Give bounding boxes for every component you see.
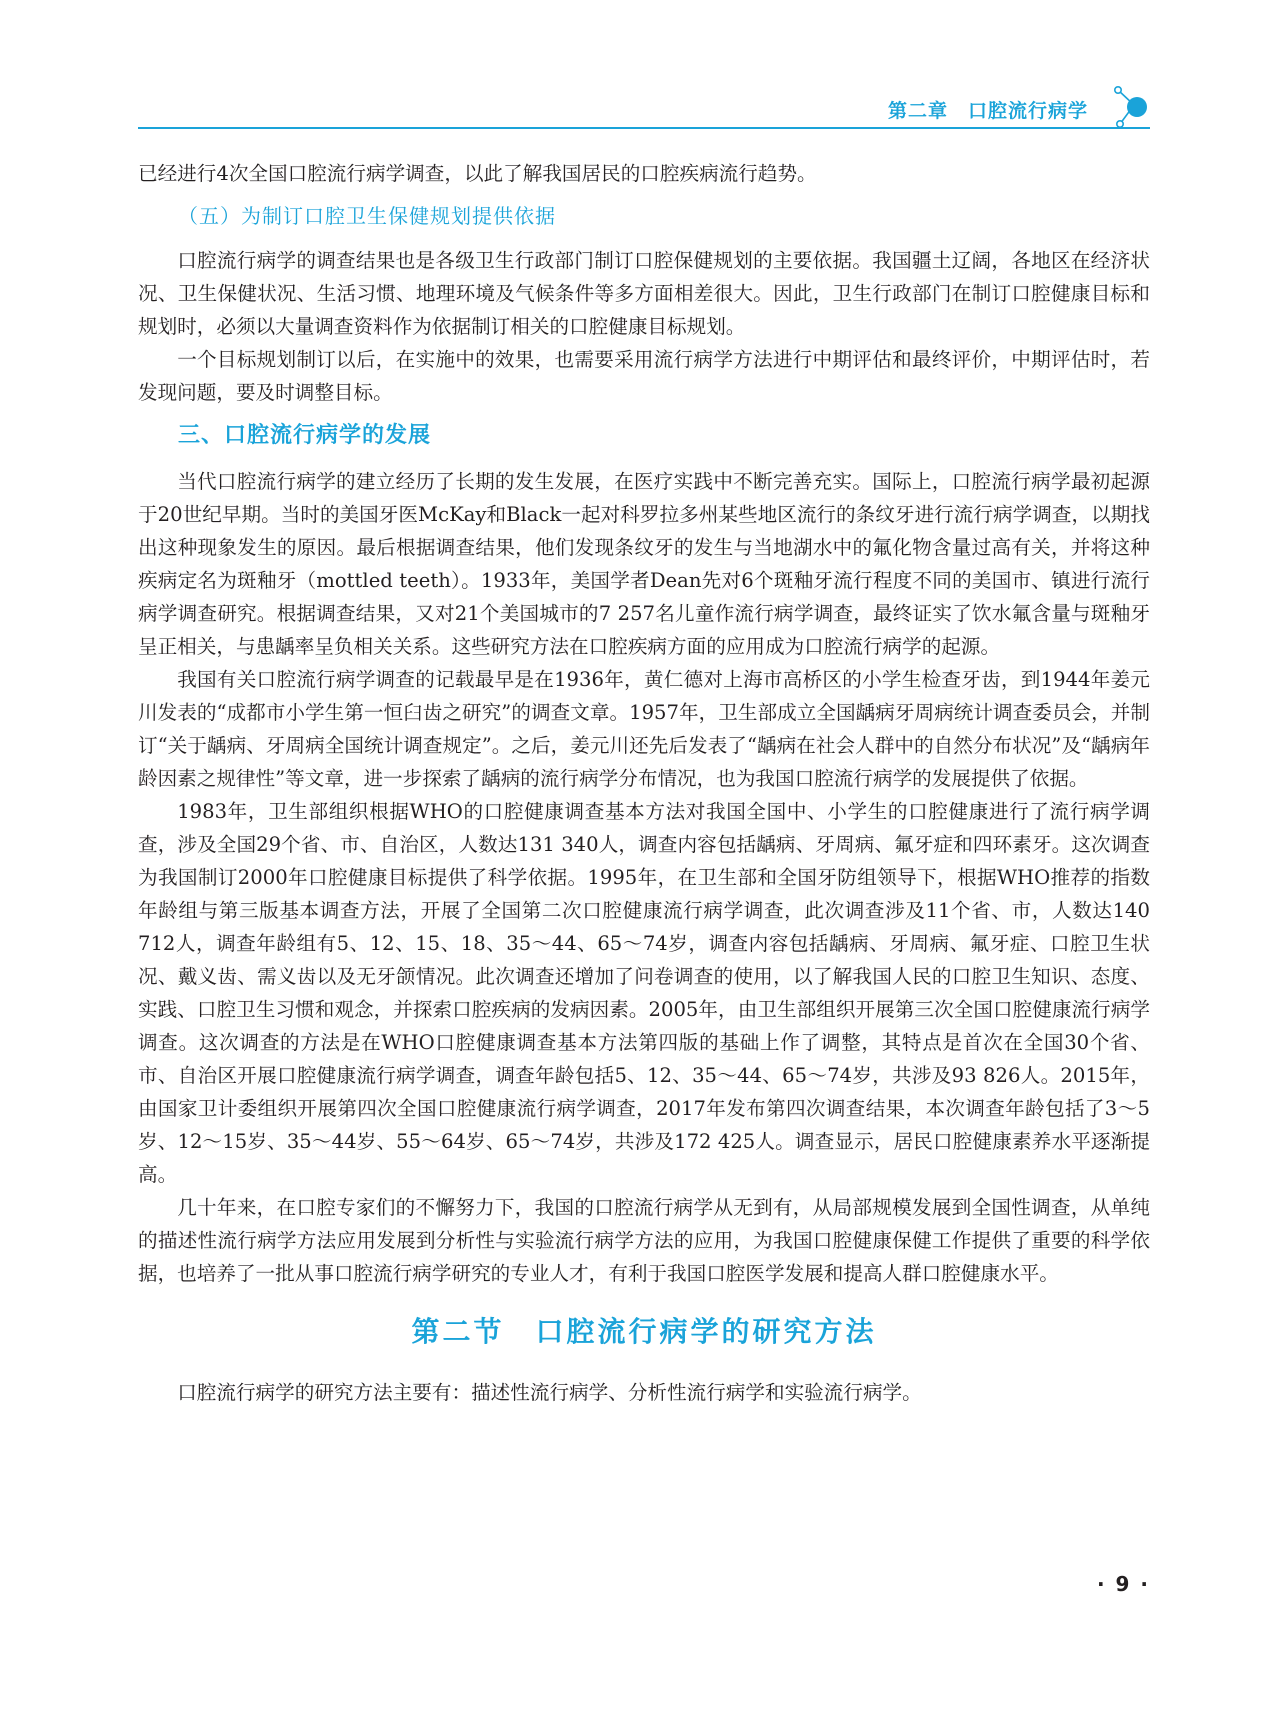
intro-line: 已经进行4次全国口腔流行病学调查，以此了解我国居民的口腔疾病流行趋势。	[138, 162, 817, 185]
chapter-running-title: 第二章 口腔流行病学	[887, 100, 1088, 122]
paragraph: 1983年，卫生部组织根据WHO的口腔健康调查基本方法对我国全国中、小学生的口腔健康进行了流行病学调查，涉及全国29个省、市、自治区，人数达131 340人，调查内容包括龋病、牙周病、氟牙症和四环素牙。这次调查为我国制订2000年口腔健康目标提供了科学依据。1995年，在卫生部和全国牙防组领导下，根据WHO推荐的指数年龄组与第三版基本调查方法，开展了全国第二次口腔健康流行病学调查，此次调查涉及11个省、市，人数达140 712人，调查年龄组有5、12、15、18、35～44、65～74岁，调查内容包括龋病、牙周病、氟牙症、口腔卫生状况、戴义齿、需义齿以及无牙颌情况。此次调查还增加了问卷调查的使用，以了解我国人民的口腔卫生知识、态度、实践、口腔卫生习惯和观念，并探索口腔疾病的发病因素。2005年，由卫生部组织开展第三次全国口腔健康流行病学调查。这次调查的方法是在WHO口腔健康调查基本方法第四版的基础上作了调整，其特点是首次在全国30个省、市、自治区开展口腔健康流行病学调查，调查年龄包括5、12、35～44、65～74岁，共涉及93 826人。2015年，由国家卫计委组织开展第四次全国口腔健康流行病学调查，2017年发布第四次调查结果，本次调查年龄包括了3～5岁、12～15岁、35～44岁、55～64岁、65～74岁，共涉及172 425人。调查显示，居民口腔健康素养水平逐渐提高。	[138, 800, 1150, 1186]
paragraph: 几十年来，在口腔专家们的不懈努力下，我国的口腔流行病学从无到有，从局部规模发展到全国性调查，从单纯的描述性流行病学方法应用发展到分析性与实验流行病学方法的应用，为我国口腔健康保健工作提供了重要的科学依据，也培养了一批从事口腔流行病学研究的专业人才，有利于我国口腔医学发展和提高人群口腔健康水平。	[138, 1196, 1150, 1285]
running-header	[138, 86, 1150, 126]
paragraph: 当代口腔流行病学的建立经历了长期的发生发展，在医疗实践中不断完善充实。国际上，口腔流行病学最初起源于20世纪早期。当时的美国牙医McKay和Black一起对科罗拉多州某些地区流行的条纹牙进行流行病学调查，以期找出这种现象发生的原因。最后根据调查结果，他们发现条纹牙的发生与当地湖水中的氟化物含量过高有关，并将这种疾病定名为斑釉牙（mottled teeth）。1933年，美国学者Dean先对6个斑釉牙流行程度不同的美国市、镇进行流行病学调查研究。根据调查结果，又对21个美国城市的7 257名儿童作流行病学调查，最终证实了饮水氟含量与斑釉牙呈正相关，与患龋率呈负相关关系。这些研究方法在口腔疾病方面的应用成为口腔流行病学的起源。	[138, 470, 1150, 658]
page-number: · 9 ·	[1096, 1572, 1150, 1596]
paragraph: 一个目标规划制订以后，在实施中的效果，也需要采用流行病学方法进行中期评估和最终评价，中期评估时，若发现问题，要及时调整目标。	[138, 348, 1150, 404]
paragraph: 口腔流行病学的研究方法主要有：描述性流行病学、分析性流行病学和实验流行病学。	[177, 1381, 922, 1404]
subheading-5: （五）为制订口腔卫生保健规划提供依据	[178, 204, 556, 228]
page-body	[138, 157, 1150, 1409]
section-heading-development: 三、口腔流行病学的发展	[178, 423, 432, 448]
molecule-icon	[1110, 86, 1150, 130]
paragraph: 口腔流行病学的调查结果也是各级卫生行政部门制订口腔保健规划的主要依据。我国疆土辽阔，各地区在经济状况、卫生保健状况、生活习惯、地理环境及气候条件等多方面相差很大。因此，卫生行政部门在制订口腔健康目标和规划时，必须以大量调查资料作为依据制订相关的口腔健康目标规划。	[138, 249, 1150, 338]
header-rule	[138, 127, 1150, 129]
paragraph: 我国有关口腔流行病学调查的记载最早是在1936年，黄仁德对上海市高桥区的小学生检查牙齿，到1944年姜元川发表的“成都市小学生第一恒臼齿之研究”的调查文章。1957年，卫生部成立全国龋病牙周病统计调查委员会，并制订“关于龋病、牙周病全国统计调查规定”。之后，姜元川还先后发表了“龋病在社会人群中的自然分布状况”及“龋病年龄因素之规律性”等文章，进一步探索了龋病的流行病学分布情况，也为我国口腔流行病学的发展提供了依据。	[138, 668, 1150, 790]
section-title-research-methods: 第二节 口腔流行病学的研究方法	[411, 1315, 877, 1348]
